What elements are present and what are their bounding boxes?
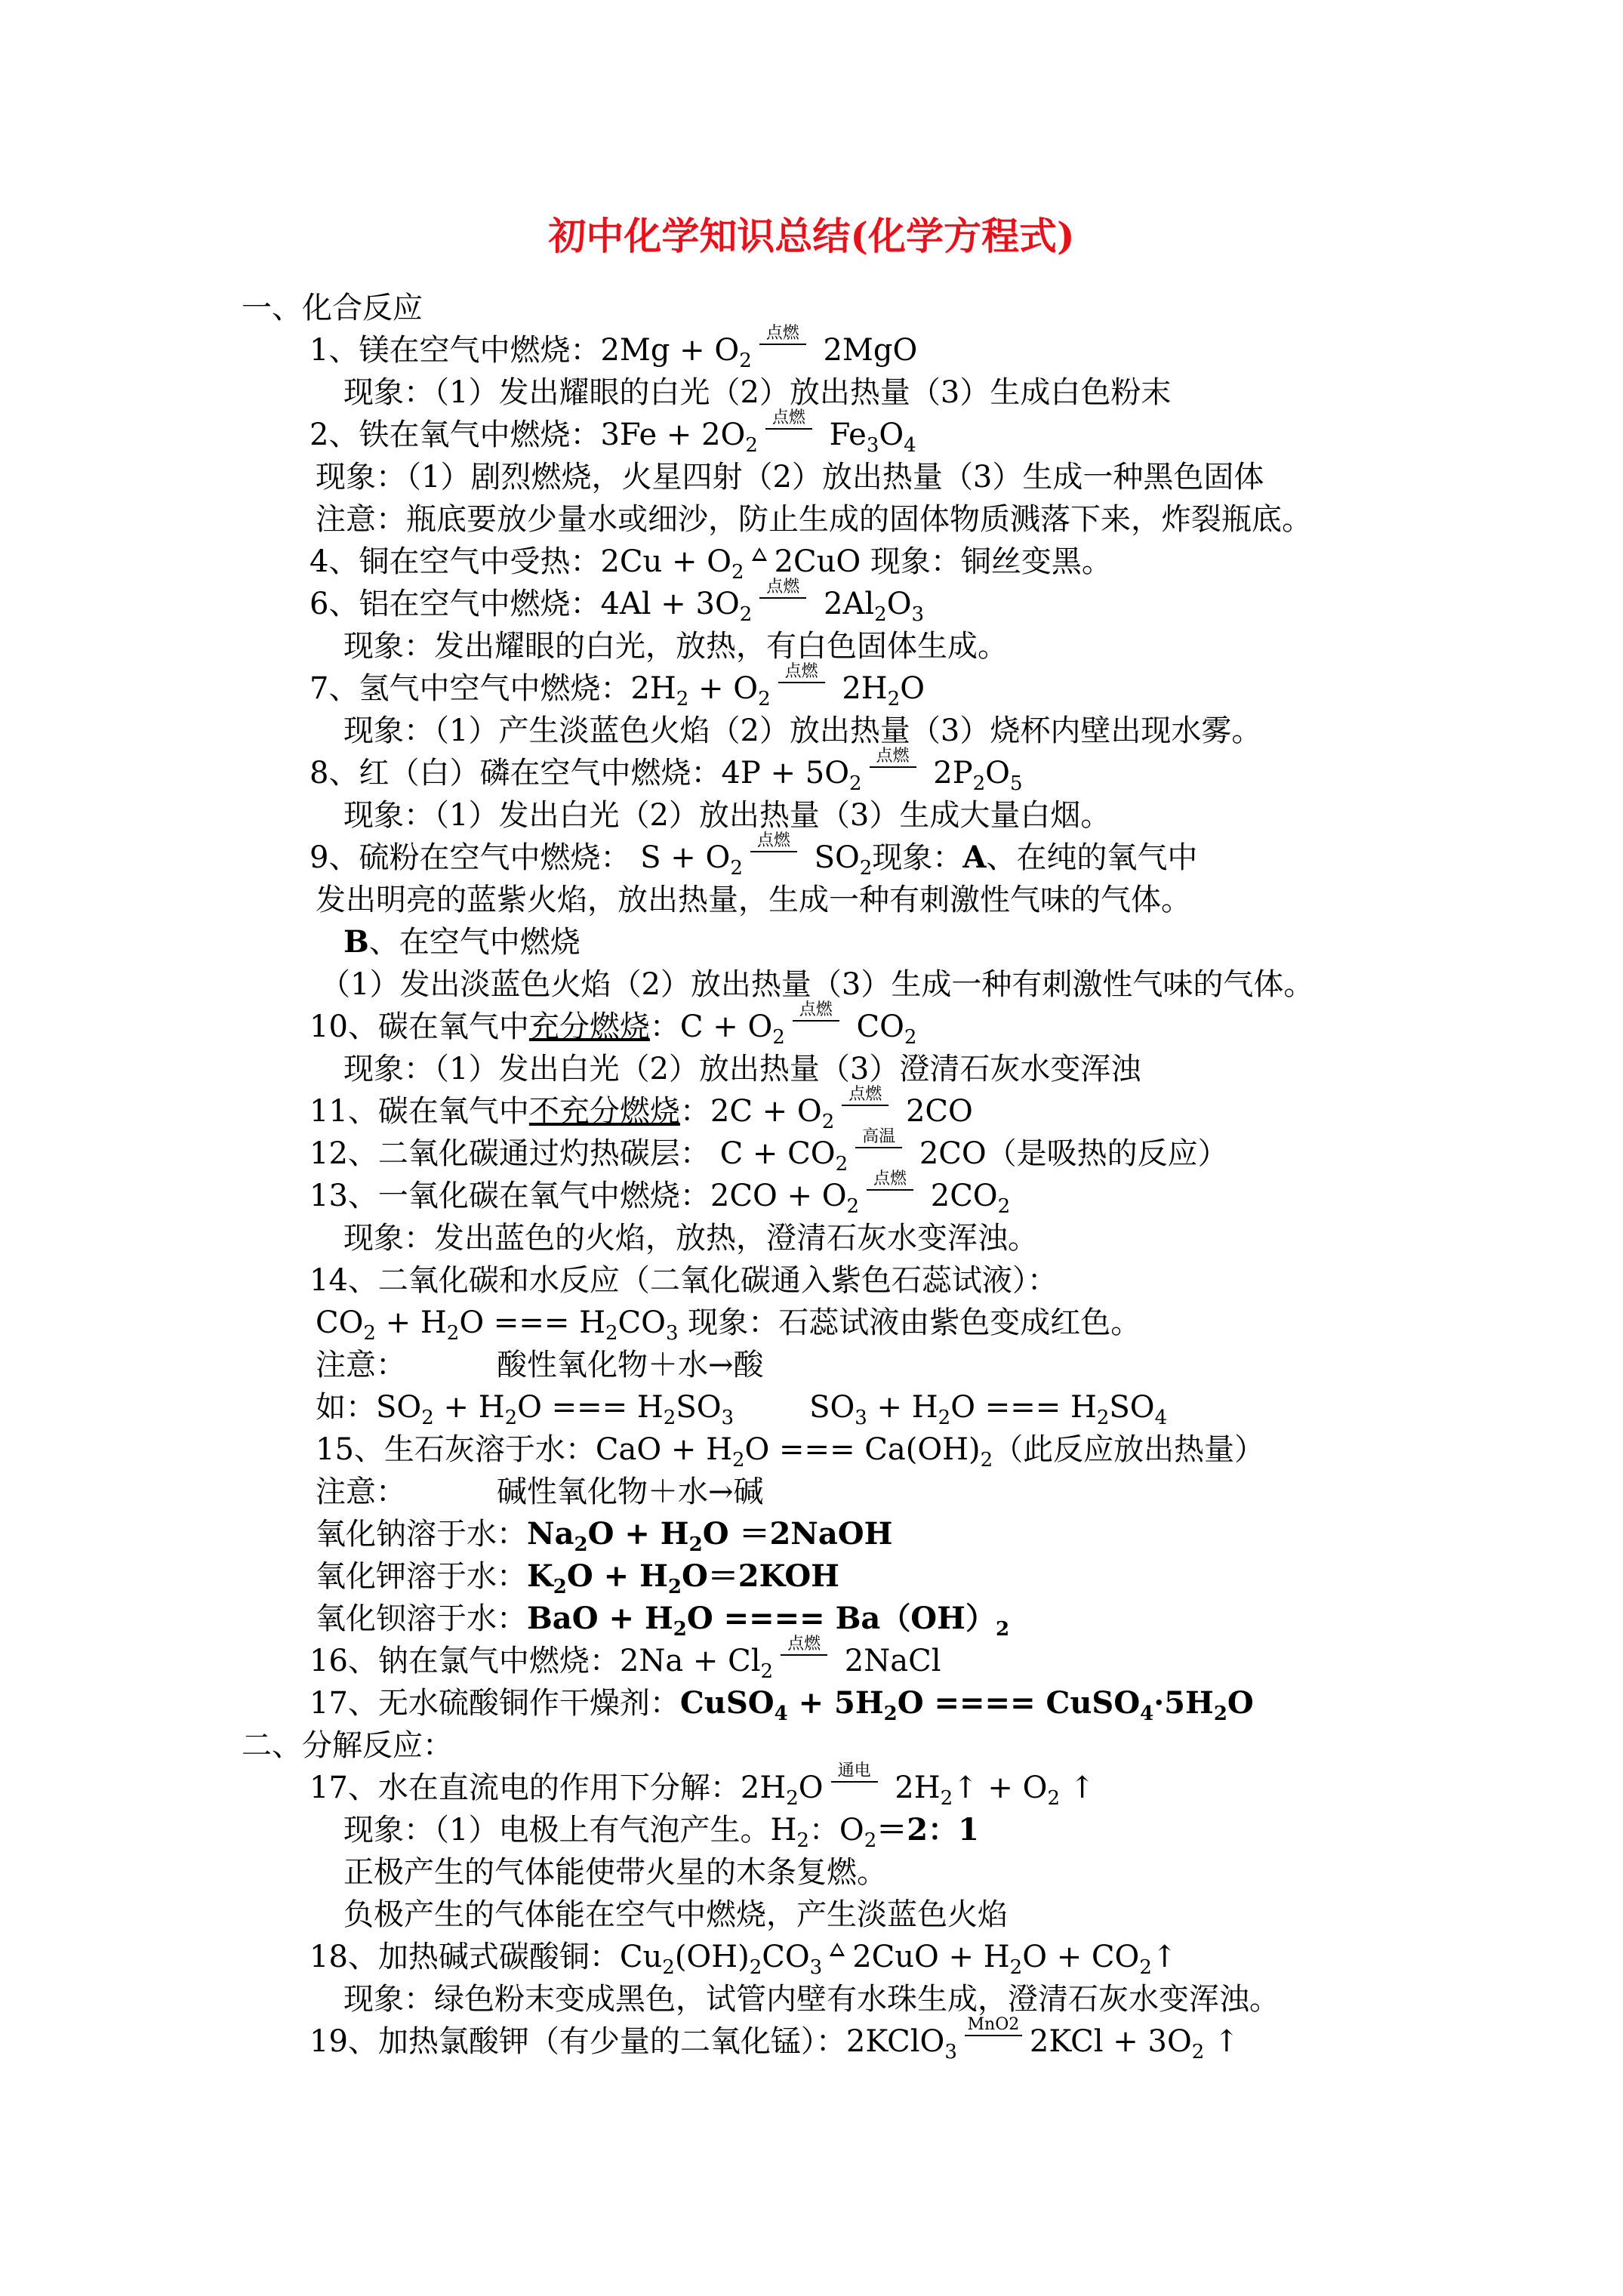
equation-line: 6、铝在空气中燃烧：$4Al + 3O_2$ 点燃 $2Al_2O_3$ — [310, 578, 925, 626]
note-line: 注意： 酸性氧化物＋水→酸 — [316, 1348, 764, 1382]
equation-line: 14、二氧化碳和水反应（二氧化碳通入紫色石蕊试液）： — [310, 1263, 1058, 1298]
phenomenon-line: （1）发出淡蓝色火焰（2）放出热量（3）生成一种有刺激性气味的气体。 — [320, 967, 1314, 1002]
reaction-condition: 点燃 — [756, 329, 809, 359]
phenomenon-line: 现象：（1）发出白光（2）放出热量（3）澄清石灰水变浑浊 — [343, 1052, 1141, 1086]
phenomenon-line: 发出明亮的蓝紫火焰，放出热量，生成一种有刺激性气味的气体。 — [316, 883, 1191, 917]
phenomenon-line: 负极产生的气体能在空气中燃烧，产生淡蓝色火焰 — [343, 1897, 1008, 1932]
equation-line: 13、一氧化碳在氧气中燃烧：$2CO + O_2$ 点燃 $2CO_2$ — [310, 1170, 1011, 1218]
equation-line: 氧化钡溶于水：BaO + $H_2O$ ==== $Ba(OH)_2$ — [316, 1601, 1010, 1641]
equation-line: 7、氢气中空气中燃烧：$2H_2 + O_2$ 点燃 $2H_2O$ — [310, 662, 925, 710]
equation-line: 氧化钾溶于水：$K_2O + H_2O=2KOH$ — [316, 1558, 839, 1598]
reaction-condition: 通电 — [828, 1767, 881, 1797]
equation-line: 氧化钠溶于水：$Na_2O + H_2O$ ＝2NaOH — [316, 1516, 893, 1556]
equation-line: 17、水在直流电的作用下分解：$2H_2O$ 通电 $2H_2↑ + O_2$ ↑ — [310, 1761, 1095, 1810]
phenomenon-line: 现象：（1）剧烈燃烧，火星四射（2）放出热量（3）生成一种黑色固体 — [316, 460, 1264, 495]
reaction-condition: 点燃 — [867, 752, 919, 782]
reaction-condition: 点燃 — [790, 1006, 842, 1036]
equation-line: 4、铜在空气中受热：$2Cu + O_2$ 2CuO 现象：铜丝变黑。 — [310, 544, 1112, 584]
reaction-condition: 点燃 — [775, 667, 828, 698]
section-heading: 二、分解反应： — [242, 1728, 453, 1763]
reaction-condition: 点燃 — [864, 1175, 916, 1205]
phenomenon-line: 现象：（1）产生淡蓝色火焰（2）放出热量（3）烧杯内壁出现水雾。 — [343, 713, 1262, 748]
page-title: 初中化学知识总结(化学方程式) — [548, 214, 1075, 258]
reaction-condition: 点燃 — [762, 414, 815, 444]
equation-line: 15、生石灰溶于水：CaO + $H_2O$ === $Ca(OH)_2$（此反应放出热量） — [316, 1432, 1265, 1472]
phenomenon-line: 现象：绿色粉末变成黑色，试管内壁有水珠生成，澄清石灰水变浑浊。 — [343, 1982, 1280, 2017]
equation-line: 10、碳在氧气中充分燃烧：$C + O_2$ 点燃 $CO_2$ — [310, 1000, 917, 1049]
equation-line: 16、钠在氯气中燃烧：$2Na + Cl_2$ 点燃 2NaCl — [310, 1635, 941, 1683]
equation-line: 18、加热碱式碳酸铜：$Cu_2(OH)_2CO_3$ $2CuO + H_2O$ + $CO_2↑$ — [310, 1940, 1178, 1979]
equation-line: 8、红（白）磷在空气中燃烧：$4P + 5O_2$ 点燃 $2P_2O_5$ — [310, 747, 1023, 795]
reaction-condition: 高温 — [852, 1133, 905, 1163]
heat-triangle-icon — [830, 1943, 845, 1956]
phenomenon-line: 正极产生的气体能使带火星的木条复燃。 — [343, 1855, 887, 1890]
phenomenon-line: 现象：发出耀眼的白光，放热，有白色固体生成。 — [343, 629, 1008, 664]
phenomenon-line: 现象：（1）电极上有气泡产生。$H_2$：$O_2=2$：1 — [343, 1812, 979, 1852]
reaction-condition: 点燃 — [778, 1640, 830, 1670]
reaction-condition: MnO2 — [962, 2020, 1025, 2051]
note-line: 注意： 碱性氧化物＋水→碱 — [316, 1475, 764, 1509]
heat-triangle-icon — [752, 547, 767, 561]
equation-line: 19、加热氯酸钾（有少量的二氧化锰）：2KClO$_3$ MnO2 $2KCl + 3O_2$ ↑ — [310, 2015, 1240, 2063]
phenomenon-line: 现象：发出蓝色的火焰，放热，澄清石灰水变浑浊。 — [343, 1221, 1038, 1256]
reaction-condition: 点燃 — [756, 583, 809, 613]
phenomenon-line: 现象：（1）发出白光（2）放出热量（3）生成大量白烟。 — [343, 798, 1111, 833]
equation-line: 如：$SO_2 + H_2O$ === $H_2SO_3$ $SO_3 + H_2O$ === $H_2SO_4$ — [316, 1390, 1168, 1429]
phenomenon-line: B、在空气中燃烧 — [343, 924, 581, 960]
note-line: 注意：瓶底要放少量水或细沙，防止生成的固体物质溅落下来，炸裂瓶底。 — [316, 502, 1312, 537]
equation-line: 2、铁在氧气中燃烧：$3Fe + 2O_2$ 点燃 $Fe_3O_4$ — [310, 408, 916, 457]
equation-line: $CO_2 + H_2O$ === $H_2CO_3$ 现象：石蕊试液由紫色变成红色。 — [316, 1305, 1141, 1345]
phenomenon-line: 现象：（1）发出耀眼的白光（2）放出热量（3）生成白色粉末 — [343, 375, 1172, 410]
section-heading: 一、化合反应 — [242, 291, 423, 325]
reaction-condition: 点燃 — [747, 837, 800, 867]
reaction-condition: 点燃 — [839, 1090, 892, 1120]
equation-line: 11、碳在氧气中不充分燃烧：$2C + O_2$ 点燃 2CO — [310, 1085, 973, 1133]
equation-line: 17、无水硫酸铜作干燥剂：CuSO$_4$ + $5H_2O$ ==== $CuSO_4\cdot 5H_2O$ — [310, 1685, 1254, 1725]
equation-line: 1、镁在空气中燃烧：$2Mg + O_2$ 点燃 2MgO — [310, 324, 918, 372]
equation-line: 9、硫粉在空气中燃烧： $S + O_2$ 点燃 $SO_2$现象：A、在纯的氧气中 — [310, 831, 1198, 880]
equation-line: 12、二氧化碳通过灼热碳层： $C + CO_2$ 高温 2CO（是吸热的反应） — [310, 1127, 1228, 1176]
